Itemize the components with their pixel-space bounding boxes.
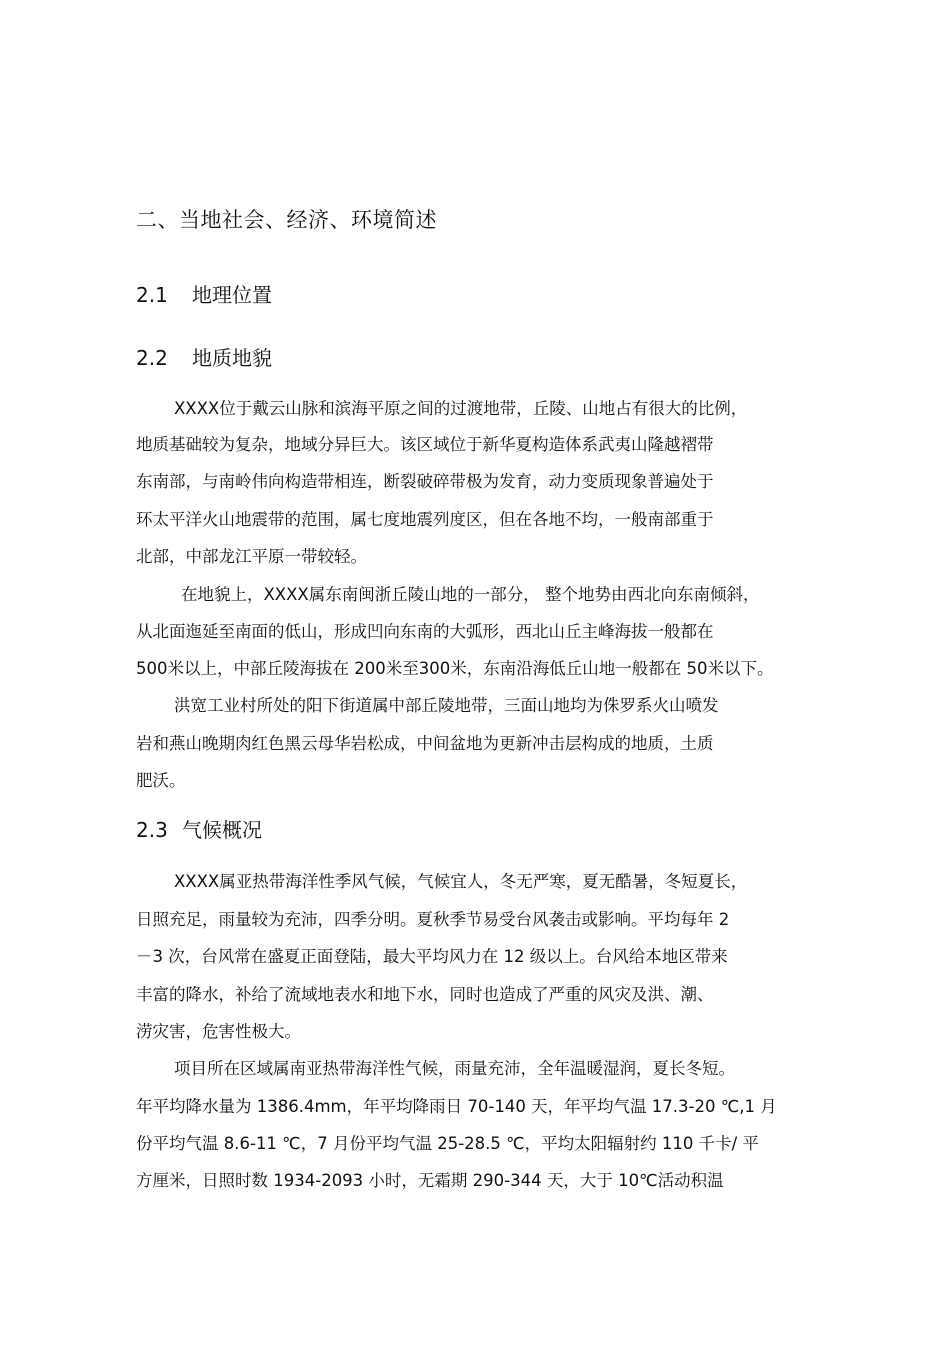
paragraph-line: 东南部，与南岭伟向构造带相连，断裂破碎带极为发育，动力变质现象普遍处于 (136, 472, 714, 491)
paragraph-line: 日照充足，雨量较为充沛，四季分明。夏秋季节易受台风袭击或影响。平均每年 2 (136, 910, 730, 929)
section-heading-2-1 (136, 283, 272, 307)
section-number: 2.3 (136, 818, 168, 842)
paragraph-line: 岩和燕山晚期肉红色黑云母华岩松成，中间盆地为更新冲击层构成的地质，土质 (136, 734, 714, 753)
section-number: 2.1 (136, 283, 168, 307)
paragraph-line: 涝灾害，危害性极大。 (136, 1022, 301, 1041)
paragraph-line: 肥沃。 (136, 771, 186, 790)
section-heading-2-3 (136, 818, 262, 842)
chapter-heading: 二、当地社会、经济、环境简述 (136, 208, 437, 232)
section-title: 地质地貌 (192, 346, 272, 370)
paragraph-line: 洪宽工业村所处的阳下街道属中部丘陵地带，三面山地均为侏罗系火山喷发 (174, 696, 719, 715)
paragraph-line: 地质基础较为复杂，地域分异巨大。该区域位于新华夏构造体系武夷山隆越褶带 (136, 435, 714, 454)
paragraph-line: －3 次，台风常在盛夏正面登陆，最大平均风力在 12 级以上。台风给本地区带来 (136, 947, 728, 966)
section-number: 2.2 (136, 346, 168, 370)
paragraph-line: 年平均降水量为 1386.4mm，年平均降雨日 70-140 天，年平均气温 17.3-20 ℃,1 月 (136, 1097, 777, 1116)
paragraph-line: 方厘米，日照时数 1934-2093 小时，无霜期 290-344 天，大于 10℃活动积温 (136, 1171, 724, 1190)
section-heading-2-2 (136, 346, 272, 370)
section-title: 地理位置 (192, 283, 272, 307)
paragraph-line: 北部，中部龙江平原一带较轻。 (136, 547, 367, 566)
paragraph-line: 项目所在区域属南亚热带海洋性气候，雨量充沛，全年温暖湿润，夏长冬短。 (174, 1059, 735, 1078)
paragraph-line: 500米以上，中部丘陵海拔在 200米至300米，东南沿海低丘山地一般都在 50米以下。 (136, 659, 774, 678)
paragraph-line: XXXX位于戴云山脉和滨海平原之间的过渡地带，丘陵、山地占有很大的比例， (174, 399, 748, 418)
paragraph-line: 从北面迤延至南面的低山，形成凹向东南的大弧形，西北山丘主峰海拔一般都在 (136, 622, 714, 641)
paragraph-line: 份平均气温 8.6-11 ℃，7 月份平均气温 25-28.5 ℃，平均太阳辐射约 110 千卡/ 平 (136, 1134, 759, 1153)
paragraph-line: 在地貌上，XXXX属东南闽浙丘陵山地的一部分， 整个地势由西北向东南倾斜， (181, 585, 760, 604)
paragraph-line: 环太平洋火山地震带的范围，属七度地震列度区，但在各地不均，一般南部重于 (136, 510, 714, 529)
paragraph-line: XXXX属亚热带海洋性季风气候，气候宜人，冬无严寒，夏无酷暑，冬短夏长， (174, 872, 748, 891)
section-title: 气候概况 (182, 818, 262, 842)
paragraph-line: 丰富的降水，补给了流域地表水和地下水，同时也造成了严重的风灾及洪、潮、 (136, 985, 714, 1004)
